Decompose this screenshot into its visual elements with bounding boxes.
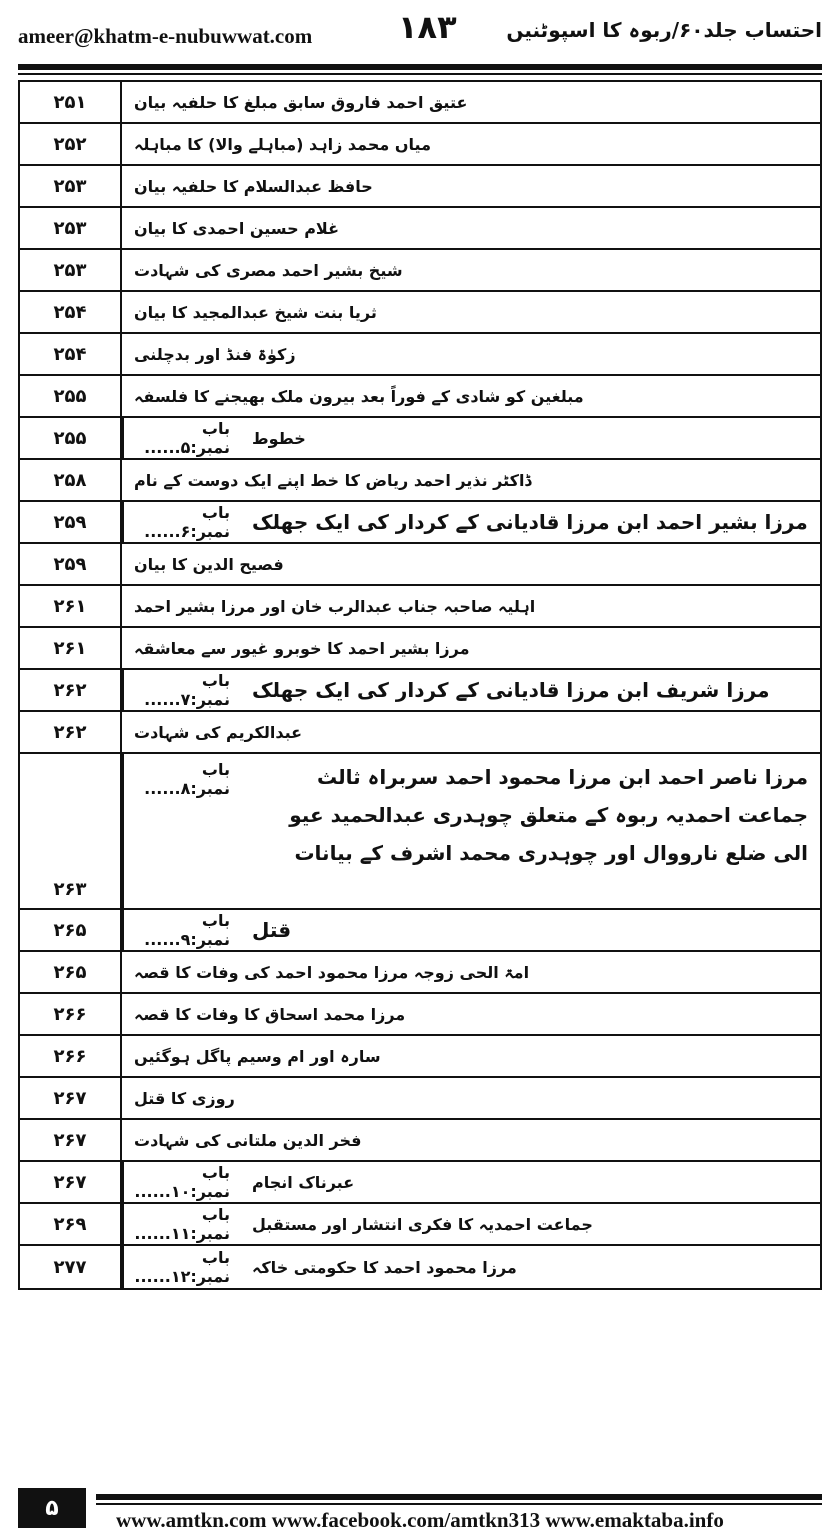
toc-row: [20, 544, 820, 586]
toc-page-number: ۲۶۶: [20, 1036, 122, 1076]
toc-row: [20, 250, 820, 292]
toc-entry-cell: [122, 208, 820, 248]
toc-entry-cell: [122, 586, 820, 626]
toc-page-number: ۲۵۵: [20, 418, 122, 458]
toc-row: [20, 82, 820, 124]
toc-entry-cell: [122, 124, 820, 164]
toc-entry-title: فخر الدین ملتانی کی شہادت: [134, 1130, 362, 1150]
toc-page-number: ۲۶۵: [20, 952, 122, 992]
toc-row: [20, 754, 820, 910]
toc-page-number: ۲۶۳: [20, 754, 122, 908]
toc-page-number: ۲۵۱: [20, 82, 122, 122]
toc-chapter-label: باب نمبر:۵......: [122, 418, 240, 458]
toc-entry-title: مرزا بشیر احمد ابن مرزا قادیانی کے کردار کی ایک جھلک: [252, 510, 808, 534]
toc-chapter-label: باب نمبر:۱۲......: [122, 1246, 240, 1288]
toc-entry-cell: [122, 910, 820, 950]
footer-urls: www.amtkn.com www.facebook.com/amtkn313 www.emaktaba.info: [116, 1508, 724, 1532]
footer-box-number: ۵: [18, 1488, 86, 1528]
toc-page-number: ۲۵۳: [20, 208, 122, 248]
toc-entry-title: ثریا بنت شیخ عبدالمجید کا بیان: [134, 302, 377, 322]
header-email: ameer@khatm-e-nubuwwat.com: [18, 24, 313, 48]
toc-row: [20, 712, 820, 754]
header-rule: [18, 64, 822, 70]
footer-rule: [96, 1494, 822, 1500]
toc-entry-cell: [122, 1036, 820, 1076]
toc-entry-cell: [122, 1078, 820, 1118]
toc-row: [20, 376, 820, 418]
toc-entry-title: مرزا بشیر احمد کا خوبرو غیور سے معاشقہ: [134, 638, 470, 658]
toc-entry-title: عتیق احمد فاروق سابق مبلغ کا حلفیہ بیان: [134, 92, 468, 112]
toc-entry-title: غلام حسین احمدی کا بیان: [134, 218, 339, 238]
toc-chapter-label: باب نمبر:۱۰......: [122, 1162, 240, 1202]
toc-entry-title: مرزا محمد اسحاق کا وفات کا قصہ: [134, 1004, 406, 1024]
toc-page-number: ۲۷۷: [20, 1246, 122, 1288]
toc-entry-cell: [122, 544, 820, 584]
toc-page-number: ۲۶۱: [20, 628, 122, 668]
toc-row: [20, 910, 820, 952]
toc-entry-cell: [122, 628, 820, 668]
toc-row: [20, 1036, 820, 1078]
toc-entry-cell: [122, 712, 820, 752]
toc-row: [20, 1120, 820, 1162]
toc-row: [20, 952, 820, 994]
toc-entry-title: میاں محمد زاہد (مباہلے والا) کا مباہلہ: [134, 134, 431, 154]
toc-entry-cell: [122, 1162, 820, 1202]
toc-entry-title: فصیح الدین کا بیان: [134, 554, 284, 574]
toc-entry-cell: [122, 670, 820, 710]
toc-entry-cell: [122, 754, 820, 908]
toc-page-number: ۲۵۴: [20, 292, 122, 332]
toc-entry-cell: [122, 994, 820, 1034]
toc-entry-title: سارہ اور ام وسیم پاگل ہوگئیں: [134, 1046, 381, 1066]
toc-entry-title: شیخ بشیر احمد مصری کی شہادت: [134, 260, 403, 280]
toc-row: [20, 628, 820, 670]
header-book-title: احتساب جلد۶۰/ربوہ کا اسپوٹنیں: [506, 18, 822, 42]
toc-entry-title: امۃ الحی زوجہ مرزا محمود احمد کی وفات کا قصہ: [134, 962, 530, 982]
toc-chapter-label: باب نمبر:۷......: [122, 670, 240, 710]
toc-entry-title: مبلغین کو شادی کے فوراً بعد بیرون ملک بھیجنے کا فلسفہ: [134, 386, 584, 406]
toc-page-number: ۲۶۷: [20, 1120, 122, 1160]
header-page-number: ۱۸۳: [398, 8, 457, 46]
toc-row: [20, 208, 820, 250]
toc-page-number: ۲۵۳: [20, 250, 122, 290]
toc-entry-title: زکوٰۃ فنڈ اور بدچلنی: [134, 344, 296, 364]
toc-chapter-label: باب نمبر:۸......: [122, 754, 240, 908]
toc-chapter-label: باب نمبر:۹......: [122, 910, 240, 950]
toc-row: [20, 586, 820, 628]
toc-row: [20, 1078, 820, 1120]
table-of-contents: [18, 80, 822, 1290]
toc-entry-title: اہلیہ صاحبہ جناب عبدالرب خان اور مرزا بشیر احمد: [134, 596, 536, 616]
toc-entry-title: مرزا ناصر احمد ابن مرزا محمود احمد سربراہ ثالث جماعت احمدیہ ربوہ کے متعلق چوہدری عبدالحمید عیو الی ضلع نارووال اور چوہدری محمد اشرف کے بیانات: [289, 765, 808, 865]
toc-entry-cell: [122, 334, 820, 374]
toc-page-number: ۲۶۹: [20, 1204, 122, 1244]
toc-entry-cell: [122, 952, 820, 992]
toc-page-number: ۲۶۷: [20, 1162, 122, 1202]
toc-entry-cell: [122, 82, 820, 122]
toc-entry-cell: [122, 250, 820, 290]
toc-page-number: ۲۶۲: [20, 670, 122, 710]
toc-entry-title: عبرناک انجام: [252, 1172, 355, 1192]
toc-row: [20, 418, 820, 460]
toc-row: [20, 994, 820, 1036]
toc-row: [20, 166, 820, 208]
toc-entry-cell: [122, 418, 820, 458]
toc-entry-title: مرزا شریف ابن مرزا قادیانی کے کردار کی ایک جھلک: [252, 678, 770, 702]
toc-chapter-label: باب نمبر:۱۱......: [122, 1204, 240, 1244]
toc-entry-title: عبدالکریم کی شہادت: [134, 722, 303, 742]
toc-row: [20, 124, 820, 166]
toc-entry-cell: [122, 502, 820, 542]
toc-entry-title: مرزا محمود احمد کا حکومتی خاکہ: [252, 1257, 517, 1277]
toc-row: [20, 1204, 820, 1246]
toc-page-number: ۲۵۲: [20, 124, 122, 164]
toc-page-number: ۲۵۹: [20, 502, 122, 542]
toc-entry-cell: [122, 1204, 820, 1244]
header-rule-thin: [18, 73, 822, 75]
toc-row: [20, 460, 820, 502]
toc-row: [20, 292, 820, 334]
toc-entry-cell: [122, 460, 820, 500]
toc-page-number: ۲۶۱: [20, 586, 122, 626]
toc-entry-cell: [122, 1246, 820, 1288]
toc-page-number: ۲۵۳: [20, 166, 122, 206]
toc-page-number: ۲۵۸: [20, 460, 122, 500]
toc-row: [20, 670, 820, 712]
page-header: [18, 0, 822, 58]
toc-row: [20, 502, 820, 544]
toc-row: [20, 1246, 820, 1288]
toc-entry-cell: [122, 1120, 820, 1160]
toc-page-number: ۲۵۵: [20, 376, 122, 416]
toc-page-number: ۲۶۲: [20, 712, 122, 752]
toc-chapter-label: باب نمبر:۶......: [122, 502, 240, 542]
toc-entry-title: حافظ عبدالسلام کا حلفیہ بیان: [134, 176, 373, 196]
toc-entry-cell: [122, 292, 820, 332]
toc-entry-title: خطوط: [252, 428, 306, 448]
toc-entry-title: قتل: [252, 918, 292, 942]
toc-entry-title: روزی کا قتل: [134, 1088, 235, 1108]
toc-entry-title: جماعت احمدیہ کا فکری انتشار اور مستقبل: [252, 1214, 593, 1234]
toc-page-number: ۲۵۹: [20, 544, 122, 584]
footer-rule-thin: [96, 1503, 822, 1505]
toc-row: [20, 334, 820, 376]
toc-entry-cell: [122, 376, 820, 416]
toc-row: [20, 1162, 820, 1204]
toc-entry-cell: [122, 166, 820, 206]
toc-page-number: ۲۵۴: [20, 334, 122, 374]
toc-entry-title: ڈاکٹر نذیر احمد ریاض کا خط اپنے ایک دوست کے نام: [134, 470, 532, 490]
toc-page-number: ۲۶۷: [20, 1078, 122, 1118]
toc-page-number: ۲۶۵: [20, 910, 122, 950]
toc-page-number: ۲۶۶: [20, 994, 122, 1034]
